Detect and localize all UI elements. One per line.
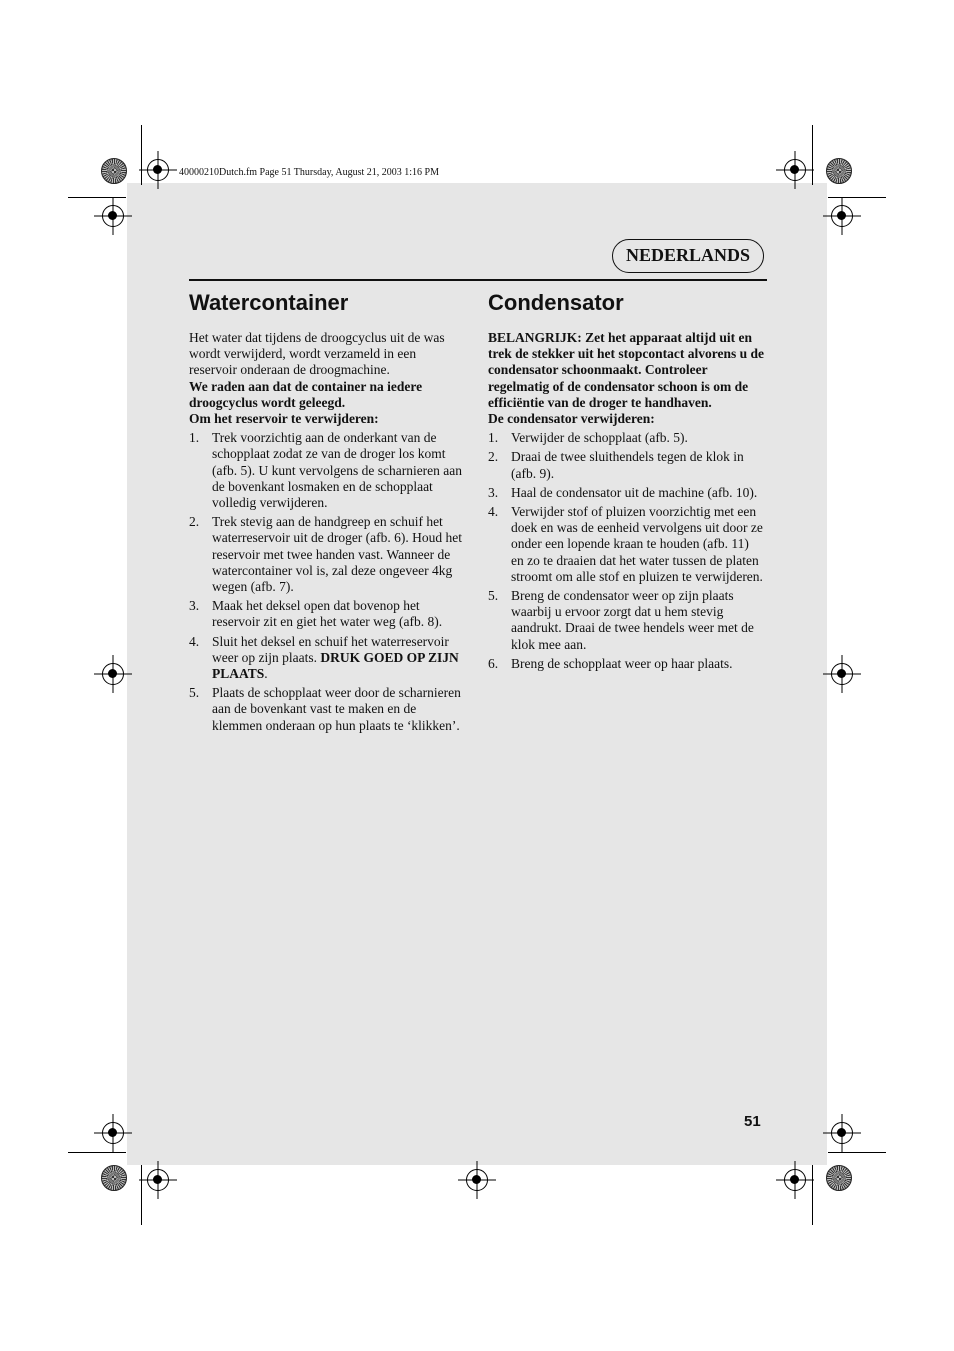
registration-mark-icon [147, 1169, 169, 1191]
color-target-icon [101, 1165, 127, 1191]
bold-note: We raden aan dat de container na iedere droogcyclus wordt geleegd. [189, 378, 423, 410]
condensator-section [488, 289, 764, 672]
step-number: 2. [488, 449, 499, 465]
step-number: 3. [488, 484, 499, 500]
list-item [189, 685, 465, 734]
registration-mark-icon [831, 1122, 853, 1144]
step-text: Draai de twee sluithendels tegen de klok in (afb. 9). [511, 449, 744, 481]
intro-paragraph: Het water dat tijdens de droogcyclus uit de was wordt verwijderd, wordt verzameld in een reservoir onderaan de droogmachine. [189, 330, 445, 378]
step-text: Haal de condensator uit de machine (afb. 10). [511, 484, 758, 500]
crop-mark [141, 125, 142, 185]
step-text: Breng de condensator weer op zijn plaats waarbij u ervoor zorgt dat u hem stevig aandrukt. Draai de twee hendels weer met de klok mee aan. [511, 588, 754, 652]
section-heading: Condensator [488, 290, 624, 315]
step-text: Sluit het deksel en schuif het waterreservoir weer op zijn plaats. [212, 633, 449, 665]
step-number: 6. [488, 655, 499, 671]
bold-warning: BELANGRIJK: Zet het apparaat altijd uit en trek de stekker uit het stopcontact alvorens u de condensator schoonmaakt. Controleer regelmatig of de condensator schoon is om de efficiëntie van de droger te handhaven. [488, 330, 764, 410]
steps-subheading: De condensator verwijderen: [488, 411, 655, 427]
list-item [488, 449, 764, 481]
list-item [488, 588, 764, 653]
step-text: Maak het deksel open dat bovenop het reservoir zit en giet het water weg (afb. 8). [212, 598, 443, 630]
step-text: Verwijder de schopplaat (afb. 5). [511, 430, 688, 446]
language-badge: NEDERLANDS [612, 239, 764, 273]
list-item [488, 656, 764, 672]
list-item [189, 634, 465, 683]
section-heading: Watercontainer [189, 290, 349, 315]
step-text: Trek voorzichtig aan de onderkant van de schopplaat zodat ze van de droger los komt (afb. 5). U kunt vervolgens de scharnieren aan de bovenkant losmaken en de schopplaat volledig verwijderen. [212, 430, 463, 511]
registration-mark-icon [831, 663, 853, 685]
registration-mark-icon [784, 159, 806, 181]
header-rule [189, 279, 767, 281]
crop-mark [68, 1152, 126, 1153]
crop-mark [68, 197, 126, 198]
step-number: 1. [189, 430, 200, 446]
step-number: 4. [189, 633, 200, 649]
steps-subheading: Om het reservoir te verwijderen: [189, 411, 379, 427]
crop-mark [812, 125, 813, 185]
crop-mark [828, 197, 886, 198]
registration-mark-icon [831, 205, 853, 227]
registration-mark-icon [102, 663, 124, 685]
registration-mark-icon [147, 159, 169, 181]
steps-list [189, 430, 465, 734]
list-item [189, 598, 465, 630]
step-number: 4. [488, 504, 499, 520]
watercontainer-section [189, 289, 465, 734]
registration-mark-icon [466, 1169, 488, 1191]
step-emphasis: DRUK GOED OP ZIJN PLAATS [212, 649, 459, 682]
step-text: Breng de schopplaat weer op haar plaats. [511, 655, 733, 671]
file-info-line: 40000210Dutch.fm Page 51 Thursday, August 21, 2003 1:16 PM [179, 167, 439, 178]
crop-mark [141, 1165, 142, 1225]
list-item [488, 485, 764, 501]
registration-mark-icon [102, 1122, 124, 1144]
list-item [488, 430, 764, 446]
step-number: 5. [488, 588, 499, 604]
step-text: Verwijder stof of pluizen voorzichtig met een doek en was de eenheid vervolgens uit door ze onder een lopende kraan te houden (afb. 11) en zo te draaien dat het water tussen de platen stroomt om alle stof en pluizen te verwijderen. [511, 504, 763, 584]
page-number: 51 [744, 1113, 761, 1130]
crop-mark [812, 1165, 813, 1225]
crop-mark [828, 1152, 886, 1153]
color-target-icon [826, 1165, 852, 1191]
color-target-icon [826, 158, 852, 184]
step-number: 5. [189, 685, 200, 701]
list-item [189, 430, 465, 511]
step-number: 1. [488, 430, 499, 446]
step-tail: . [264, 666, 268, 682]
step-number: 3. [189, 598, 200, 614]
registration-mark-icon [102, 205, 124, 227]
color-target-icon [101, 158, 127, 184]
registration-mark-icon [784, 1169, 806, 1191]
steps-list [488, 430, 764, 672]
list-item [488, 504, 764, 585]
list-item [189, 514, 465, 595]
step-text: Plaats de schopplaat weer door de scharnieren aan de bovenkant vast te maken en de klemmen onderaan op hun plaats te ‘klikken’. [212, 685, 461, 733]
step-number: 2. [189, 514, 200, 530]
step-text: Trek stevig aan de handgreep en schuif het waterreservoir uit de droger (afb. 6). Houd het reservoir met twee handen vast. Wanneer de watercontainer vol is, zal deze ongeveer 4kg wegen (afb. 7). [212, 514, 463, 595]
